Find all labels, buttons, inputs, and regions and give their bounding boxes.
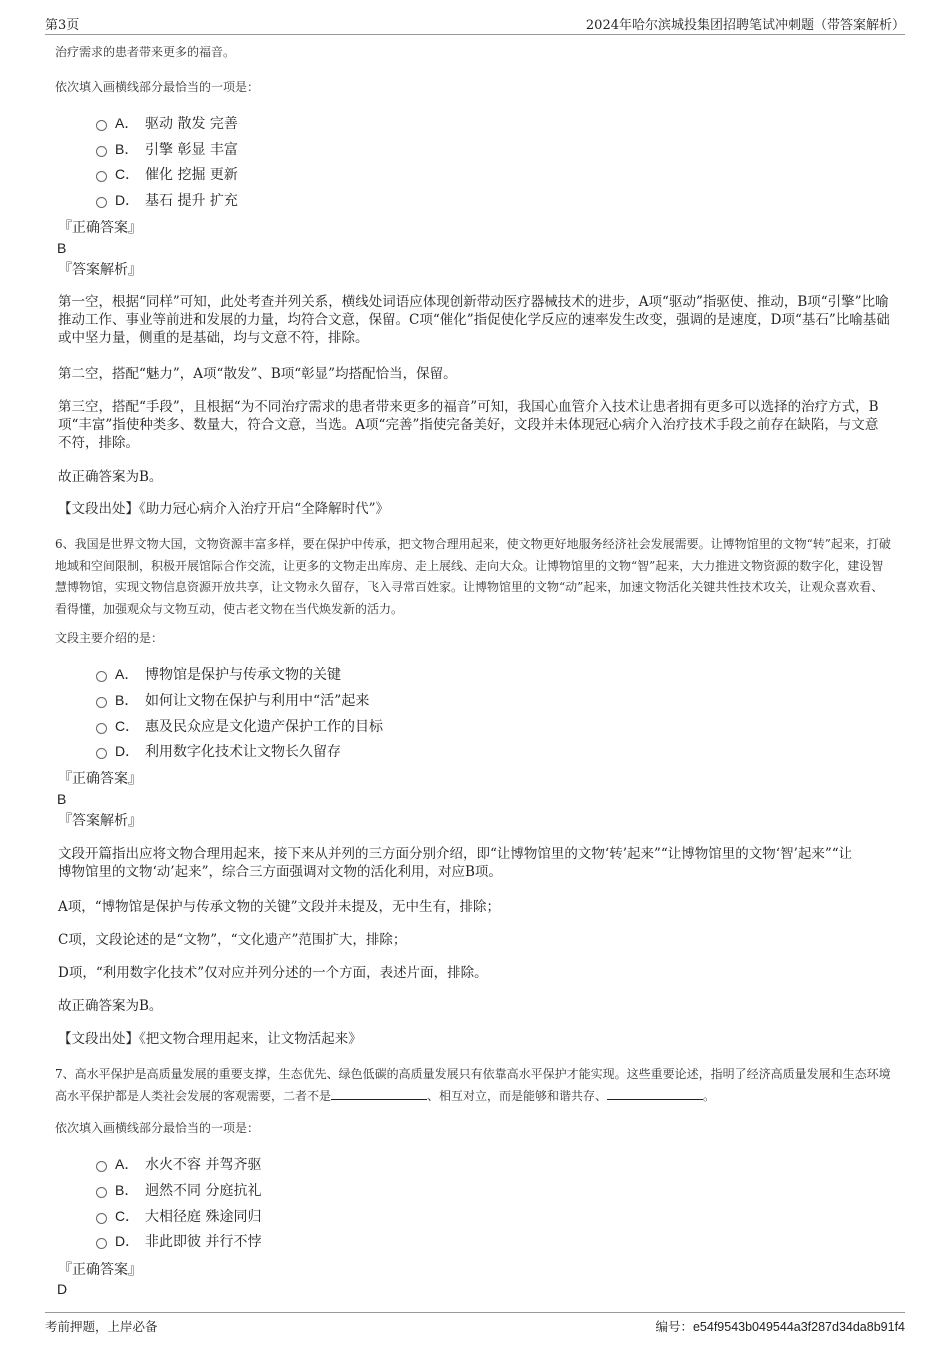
- q5-option-d[interactable]: D． 基石 提升 扩充: [96, 190, 238, 212]
- radio-icon[interactable]: [96, 1213, 107, 1224]
- q7-stem: 7、高水平保护是高质量发展的重要支撑，生态优先、绿色低碳的高质量发展只有依靠高水平保护才能实现。这些重要论述，指明了经济高质量发展和生态环境高水平保护都是人类社会发展的客观需要，二者不是 、相互对立，而是能够和谐共存、 。: [55, 1067, 891, 1103]
- q5-option-c[interactable]: C． 催化 挖掘 更新: [96, 164, 238, 186]
- q6-prompt: 文段主要介绍的是：: [55, 631, 164, 645]
- q5-answer: B: [57, 240, 67, 256]
- q6-analysis-2: A项，“博物馆是保护与传承文物的关键”文段并未提及，无中生有，排除；: [58, 899, 501, 915]
- q5-analysis-label: 『答案解析』: [58, 262, 142, 278]
- q6-analysis-4: D项，“利用数字化技术”仅对应并列分述的一个方面，表述片面，排除。: [58, 965, 488, 981]
- q5-option-a[interactable]: A． 驱动 散发 完善: [96, 113, 238, 135]
- q6-analysis-label: 『答案解析』: [58, 813, 142, 829]
- page-footer: [45, 1312, 905, 1335]
- q6-answer-label: 『正确答案』: [58, 771, 142, 787]
- radio-icon[interactable]: [96, 146, 107, 157]
- page-header: [45, 14, 905, 35]
- q6-option-c[interactable]: C． 惠及民众应是文化遗产保护工作的目标: [96, 716, 383, 738]
- radio-icon[interactable]: [96, 171, 107, 182]
- radio-icon[interactable]: [96, 1187, 107, 1198]
- footer-slogan: 考前押题，上岸必备: [45, 1319, 158, 1334]
- q7-option-c[interactable]: C． 大相径庭 殊途同归: [96, 1206, 261, 1228]
- q6-option-d[interactable]: D． 利用数字化技术让文物长久留存: [96, 741, 341, 763]
- page-number: 第3页: [45, 18, 80, 33]
- radio-icon[interactable]: [96, 1161, 107, 1172]
- q5-option-b[interactable]: B． 引擎 彰显 丰富: [96, 139, 238, 161]
- q5-context-tail: 治疗需求的患者带来更多的福音。: [55, 45, 236, 59]
- q6-answer: B: [57, 791, 67, 807]
- q6-option-b[interactable]: B． 如何让文物在保护与利用中“活”起来: [96, 690, 369, 712]
- q7-answer-label: 『正确答案』: [58, 1262, 142, 1278]
- q6-analysis-1: 文段开篇指出应将文物合理用起来，接下来从并列的三方面分别介绍，即“让博物馆里的文物‘转’起来”“让博物馆里的文物‘智’起来”“让博物馆里的文物‘动’起来”，综合三方面强调对文物的活化利用，对应B项。: [58, 846, 853, 880]
- fill-blank-2: [607, 1087, 703, 1100]
- q7-prompt: 依次填入画横线部分最恰当的一项是：: [55, 1121, 260, 1135]
- q7-option-b[interactable]: B． 迥然不同 分庭抗礼: [96, 1180, 261, 1202]
- document-title: 2024年哈尔滨城投集团招聘笔试冲刺题（带答案解析）: [585, 18, 905, 33]
- radio-icon[interactable]: [96, 697, 107, 708]
- q7-option-a[interactable]: A． 水火不容 并驾齐驱: [96, 1154, 261, 1176]
- q5-analysis-1: 第一空，根据“同样”可知，此处考查并列关系，横线处词语应体现创新带动医疗器械技术的进步，A项“驱动”指驱使、推动，B项“引擎”比喻推动工作、事业等前进和发展的力量，均符合文意，保留。C项“催化”指促使化学反应的速率发生改变，强调的是速度，D项“基石”比喻基础或中坚力量，侧重的是基础，均与文意不符，排除。: [58, 294, 890, 346]
- radio-icon[interactable]: [96, 1238, 107, 1249]
- q6-analysis-3: C项，文段论述的是“文物”，“文化遗产”范围扩大，排除；: [58, 932, 407, 948]
- radio-icon[interactable]: [96, 671, 107, 682]
- q5-analysis-2: 第二空，搭配“魅力”，A项“散发”、B项“彰显”均搭配恰当，保留。: [58, 366, 457, 382]
- radio-icon[interactable]: [96, 723, 107, 734]
- q6-source: 【文段出处】《把文物合理用起来，让文物活起来》: [58, 1031, 362, 1047]
- q5-analysis-conclusion: 故正确答案为B。: [58, 469, 163, 485]
- radio-icon[interactable]: [96, 748, 107, 759]
- document-id: 编号：e54f9543b049544a3f287d34da8b91f4: [655, 1320, 905, 1334]
- fill-blank-1: [331, 1087, 427, 1100]
- q5-source: 【文段出处】《助力冠心病介入治疗开启“全降解时代”》: [58, 501, 390, 517]
- q5-answer-label: 『正确答案』: [58, 220, 142, 236]
- radio-icon[interactable]: [96, 197, 107, 208]
- q7-answer: D: [57, 1281, 68, 1297]
- q6-analysis-conclusion: 故正确答案为B。: [58, 998, 163, 1014]
- q6-stem: 6、我国是世界文物大国，文物资源丰富多样，要在保护中传承，把文物合理用起来，使文物更好地服务经济社会发展需要。让博物馆里的文物“转”起来，打破地域和空间限制，积极开展馆际合作交流，让更多的文物走出库房、走上展线、走向大众。让博物馆里的文物“智”起来，大力推进文物资源的数字化，建设智慧博物馆，实现文物信息资源开放共享，让文物永久留存，飞入寻常百姓家。让博物馆里的文物“动”起来，加速文物活化关键共性技术攻关，让观众喜欢看、看得懂，加强观众与文物互动，使古老文物在当代焕发新的活力。: [55, 537, 891, 616]
- q7-option-d[interactable]: D． 非此即彼 并行不悖: [96, 1231, 261, 1253]
- q5-prompt: 依次填入画横线部分最恰当的一项是：: [55, 80, 260, 94]
- radio-icon[interactable]: [96, 120, 107, 131]
- q5-analysis-3: 第三空，搭配“手段”，且根据“为不同治疗需求的患者带来更多的福音”可知，我国心血管介入技术让患者拥有更多可以选择的治疗方式，B项“丰富”指使种类多、数量大，符合文意，当选。A项“完善”指使完备美好，文段并未体现冠心病介入治疗技术手段之前存在缺陷，与文意不符，排除。: [58, 399, 879, 451]
- q6-option-a[interactable]: A． 博物馆是保护与传承文物的关键: [96, 664, 341, 686]
